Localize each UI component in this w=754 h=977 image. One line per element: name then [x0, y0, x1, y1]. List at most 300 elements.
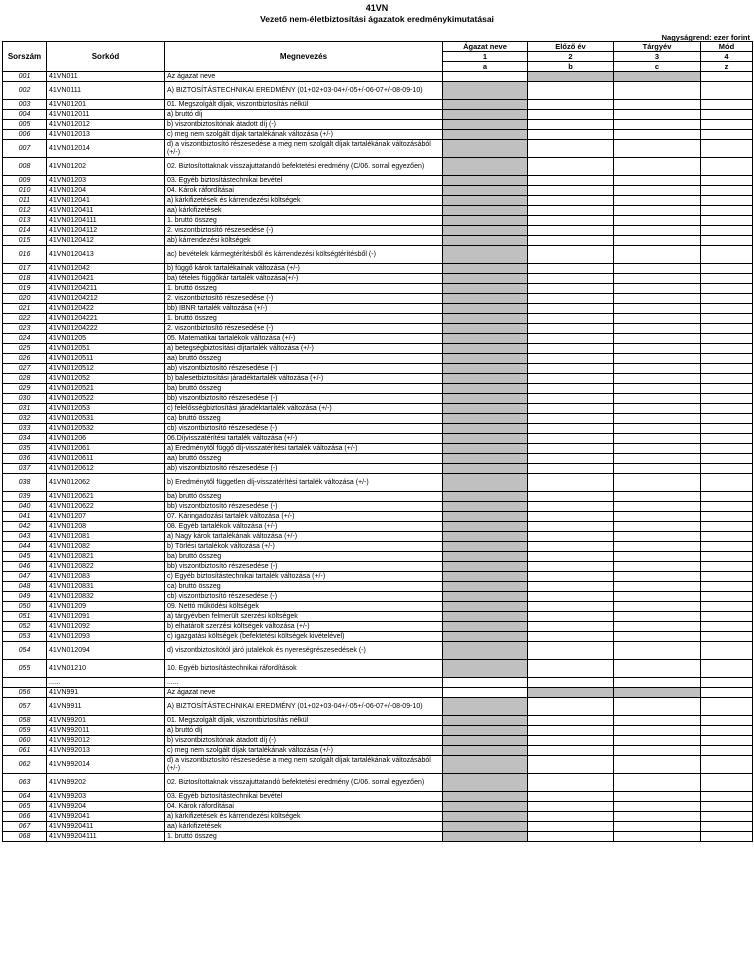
- cell-elozo-ev[interactable]: [528, 812, 614, 822]
- cell-elozo-ev[interactable]: [528, 632, 614, 642]
- cell-agazat[interactable]: [443, 120, 528, 130]
- cell-elozo-ev[interactable]: [528, 726, 614, 736]
- cell-targyev[interactable]: [614, 140, 701, 158]
- cell-mod[interactable]: [701, 552, 753, 562]
- col-letter: a: [443, 62, 528, 72]
- row-code: 41VN01204111: [47, 216, 165, 226]
- cell-targyev[interactable]: [614, 130, 701, 140]
- cell-targyev[interactable]: [614, 394, 701, 404]
- cell-elozo-ev[interactable]: [528, 236, 614, 246]
- table-row: [3, 334, 753, 344]
- cell-agazat[interactable]: [443, 642, 528, 660]
- cell-targyev[interactable]: [614, 324, 701, 334]
- cell-targyev[interactable]: [614, 246, 701, 264]
- cell-targyev[interactable]: [614, 632, 701, 642]
- cell-agazat[interactable]: [443, 602, 528, 612]
- cell-mod[interactable]: [701, 542, 753, 552]
- cell-agazat[interactable]: [443, 746, 528, 756]
- cell-elozo-ev[interactable]: [528, 552, 614, 562]
- cell-targyev[interactable]: [614, 822, 701, 832]
- cell-mod[interactable]: [701, 678, 753, 688]
- cell-elozo-ev[interactable]: [528, 384, 614, 394]
- table-row: [3, 304, 753, 314]
- cell-targyev[interactable]: [614, 736, 701, 746]
- cell-elozo-ev[interactable]: [528, 792, 614, 802]
- cell-agazat[interactable]: [443, 698, 528, 716]
- cell-mod[interactable]: [701, 72, 753, 82]
- cell-mod[interactable]: [701, 464, 753, 474]
- cell-targyev[interactable]: [614, 294, 701, 304]
- cell-mod[interactable]: [701, 746, 753, 756]
- cell-targyev[interactable]: [614, 746, 701, 756]
- cell-mod[interactable]: [701, 736, 753, 746]
- cell-elozo-ev[interactable]: [528, 474, 614, 492]
- row-code: 41VN0120521: [47, 384, 165, 394]
- cell-mod[interactable]: [701, 592, 753, 602]
- cell-targyev[interactable]: [614, 158, 701, 176]
- cell-targyev[interactable]: [614, 364, 701, 374]
- cell-agazat[interactable]: [443, 678, 528, 688]
- cell-elozo-ev[interactable]: [528, 100, 614, 110]
- cell-targyev[interactable]: [614, 572, 701, 582]
- cell-agazat[interactable]: [443, 216, 528, 226]
- cell-targyev[interactable]: [614, 688, 701, 698]
- cell-elozo-ev[interactable]: [528, 158, 614, 176]
- cell-mod[interactable]: [701, 434, 753, 444]
- cell-elozo-ev[interactable]: [528, 130, 614, 140]
- cell-elozo-ev[interactable]: [528, 414, 614, 424]
- cell-targyev[interactable]: [614, 236, 701, 246]
- cell-agazat[interactable]: [443, 832, 528, 842]
- table-row: [3, 532, 753, 542]
- cell-elozo-ev[interactable]: [528, 688, 614, 698]
- row-number: 005: [3, 120, 47, 130]
- cell-targyev[interactable]: [614, 414, 701, 424]
- cell-mod[interactable]: [701, 216, 753, 226]
- cell-agazat[interactable]: [443, 414, 528, 424]
- cell-elozo-ev[interactable]: [528, 264, 614, 274]
- cell-targyev[interactable]: [614, 592, 701, 602]
- cell-mod[interactable]: [701, 354, 753, 364]
- cell-agazat[interactable]: [443, 374, 528, 384]
- cell-elozo-ev[interactable]: [528, 72, 614, 82]
- cell-agazat[interactable]: [443, 474, 528, 492]
- cell-mod[interactable]: [701, 130, 753, 140]
- cell-agazat[interactable]: [443, 660, 528, 678]
- cell-mod[interactable]: [701, 612, 753, 622]
- cell-mod[interactable]: [701, 120, 753, 130]
- cell-agazat[interactable]: [443, 822, 528, 832]
- table-row: [3, 274, 753, 284]
- cell-targyev[interactable]: [614, 812, 701, 822]
- cell-elozo-ev[interactable]: [528, 522, 614, 532]
- cell-targyev[interactable]: [614, 206, 701, 216]
- cell-mod[interactable]: [701, 186, 753, 196]
- cell-mod[interactable]: [701, 264, 753, 274]
- cell-agazat[interactable]: [443, 582, 528, 592]
- cell-mod[interactable]: [701, 246, 753, 264]
- cell-targyev[interactable]: [614, 716, 701, 726]
- cell-targyev[interactable]: [614, 334, 701, 344]
- cell-mod[interactable]: [701, 582, 753, 592]
- cell-elozo-ev[interactable]: [528, 832, 614, 842]
- cell-agazat[interactable]: [443, 246, 528, 264]
- cell-targyev[interactable]: [614, 660, 701, 678]
- cell-targyev[interactable]: [614, 176, 701, 186]
- table-row: [3, 774, 753, 792]
- cell-targyev[interactable]: [614, 698, 701, 716]
- cell-elozo-ev[interactable]: [528, 314, 614, 324]
- cell-mod[interactable]: [701, 404, 753, 414]
- cell-elozo-ev[interactable]: [528, 120, 614, 130]
- row-number: 046: [3, 562, 47, 572]
- cell-agazat[interactable]: [443, 688, 528, 698]
- cell-agazat[interactable]: [443, 736, 528, 746]
- cell-targyev[interactable]: [614, 622, 701, 632]
- cell-mod[interactable]: [701, 726, 753, 736]
- cell-mod[interactable]: [701, 572, 753, 582]
- cell-mod[interactable]: [701, 688, 753, 698]
- cell-mod[interactable]: [701, 424, 753, 434]
- cell-targyev[interactable]: [614, 492, 701, 502]
- row-description: b) függő károk tartalékainak változása (+/-): [165, 264, 443, 274]
- cell-elozo-ev[interactable]: [528, 444, 614, 454]
- cell-targyev[interactable]: [614, 314, 701, 324]
- cell-agazat[interactable]: [443, 542, 528, 552]
- cell-targyev[interactable]: [614, 374, 701, 384]
- cell-agazat[interactable]: [443, 454, 528, 464]
- row-code: 41VN012014: [47, 140, 165, 158]
- cell-elozo-ev[interactable]: [528, 424, 614, 434]
- cell-targyev[interactable]: [614, 274, 701, 284]
- cell-targyev[interactable]: [614, 344, 701, 354]
- cell-mod[interactable]: [701, 82, 753, 100]
- cell-agazat[interactable]: [443, 82, 528, 100]
- cell-targyev[interactable]: [614, 464, 701, 474]
- row-number: 026: [3, 354, 47, 364]
- cell-elozo-ev[interactable]: [528, 246, 614, 264]
- cell-agazat[interactable]: [443, 304, 528, 314]
- row-code: 41VN012062: [47, 474, 165, 492]
- row-code: 41VN992013: [47, 746, 165, 756]
- cell-mod[interactable]: [701, 716, 753, 726]
- cell-targyev[interactable]: [614, 522, 701, 532]
- cell-elozo-ev[interactable]: [528, 354, 614, 364]
- cell-mod[interactable]: [701, 474, 753, 492]
- cell-targyev[interactable]: [614, 454, 701, 464]
- cell-elozo-ev[interactable]: [528, 274, 614, 284]
- cell-mod[interactable]: [701, 802, 753, 812]
- cell-targyev[interactable]: [614, 444, 701, 454]
- cell-targyev[interactable]: [614, 264, 701, 274]
- cell-targyev[interactable]: [614, 552, 701, 562]
- cell-targyev[interactable]: [614, 72, 701, 82]
- cell-mod[interactable]: [701, 512, 753, 522]
- cell-elozo-ev[interactable]: [528, 364, 614, 374]
- cell-elozo-ev[interactable]: [528, 562, 614, 572]
- cell-agazat[interactable]: [443, 236, 528, 246]
- cell-targyev[interactable]: [614, 512, 701, 522]
- cell-agazat[interactable]: [443, 532, 528, 542]
- cell-mod[interactable]: [701, 226, 753, 236]
- cell-agazat[interactable]: [443, 444, 528, 454]
- cell-agazat[interactable]: [443, 774, 528, 792]
- cell-elozo-ev[interactable]: [528, 434, 614, 444]
- cell-targyev[interactable]: [614, 678, 701, 688]
- cell-elozo-ev[interactable]: [528, 622, 614, 632]
- cell-mod[interactable]: [701, 642, 753, 660]
- cell-elozo-ev[interactable]: [528, 736, 614, 746]
- cell-mod[interactable]: [701, 176, 753, 186]
- cell-agazat[interactable]: [443, 522, 528, 532]
- cell-mod[interactable]: [701, 294, 753, 304]
- cell-agazat[interactable]: [443, 756, 528, 774]
- cell-elozo-ev[interactable]: [528, 344, 614, 354]
- cell-targyev[interactable]: [614, 110, 701, 120]
- cell-targyev[interactable]: [614, 774, 701, 792]
- cell-mod[interactable]: [701, 314, 753, 324]
- cell-agazat[interactable]: [443, 612, 528, 622]
- cell-agazat[interactable]: [443, 802, 528, 812]
- cell-agazat[interactable]: [443, 812, 528, 822]
- cell-elozo-ev[interactable]: [528, 110, 614, 120]
- cell-elozo-ev[interactable]: [528, 140, 614, 158]
- cell-targyev[interactable]: [614, 384, 701, 394]
- cell-agazat[interactable]: [443, 294, 528, 304]
- cell-mod[interactable]: [701, 522, 753, 532]
- cell-elozo-ev[interactable]: [528, 660, 614, 678]
- cell-elozo-ev[interactable]: [528, 176, 614, 186]
- cell-agazat[interactable]: [443, 324, 528, 334]
- cell-targyev[interactable]: [614, 562, 701, 572]
- cell-mod[interactable]: [701, 236, 753, 246]
- table-row: [3, 802, 753, 812]
- cell-agazat[interactable]: [443, 158, 528, 176]
- cell-mod[interactable]: [701, 140, 753, 158]
- cell-mod[interactable]: [701, 792, 753, 802]
- cell-agazat[interactable]: [443, 394, 528, 404]
- cell-agazat[interactable]: [443, 424, 528, 434]
- cell-agazat[interactable]: [443, 726, 528, 736]
- cell-agazat[interactable]: [443, 274, 528, 284]
- cell-mod[interactable]: [701, 394, 753, 404]
- cell-mod[interactable]: [701, 158, 753, 176]
- table-row: [3, 158, 753, 176]
- cell-targyev[interactable]: [614, 474, 701, 492]
- cell-targyev[interactable]: [614, 602, 701, 612]
- cell-elozo-ev[interactable]: [528, 822, 614, 832]
- cell-elozo-ev[interactable]: [528, 334, 614, 344]
- cell-mod[interactable]: [701, 756, 753, 774]
- cell-elozo-ev[interactable]: [528, 542, 614, 552]
- cell-agazat[interactable]: [443, 284, 528, 294]
- cell-elozo-ev[interactable]: [528, 304, 614, 314]
- cell-mod[interactable]: [701, 622, 753, 632]
- cell-elozo-ev[interactable]: [528, 216, 614, 226]
- cell-mod[interactable]: [701, 414, 753, 424]
- cell-targyev[interactable]: [614, 354, 701, 364]
- cell-targyev[interactable]: [614, 82, 701, 100]
- cell-elozo-ev[interactable]: [528, 284, 614, 294]
- cell-agazat[interactable]: [443, 226, 528, 236]
- cell-elozo-ev[interactable]: [528, 454, 614, 464]
- cell-elozo-ev[interactable]: [528, 502, 614, 512]
- cell-targyev[interactable]: [614, 196, 701, 206]
- cell-mod[interactable]: [701, 364, 753, 374]
- cell-agazat[interactable]: [443, 206, 528, 216]
- row-number: 003: [3, 100, 47, 110]
- cell-mod[interactable]: [701, 812, 753, 822]
- cell-elozo-ev[interactable]: [528, 746, 614, 756]
- cell-mod[interactable]: [701, 444, 753, 454]
- cell-targyev[interactable]: [614, 284, 701, 294]
- cell-elozo-ev[interactable]: [528, 512, 614, 522]
- cell-elozo-ev[interactable]: [528, 394, 614, 404]
- cell-agazat[interactable]: [443, 100, 528, 110]
- cell-mod[interactable]: [701, 334, 753, 344]
- cell-targyev[interactable]: [614, 792, 701, 802]
- cell-mod[interactable]: [701, 284, 753, 294]
- cell-agazat[interactable]: [443, 140, 528, 158]
- cell-elozo-ev[interactable]: [528, 186, 614, 196]
- cell-elozo-ev[interactable]: [528, 82, 614, 100]
- cell-elozo-ev[interactable]: [528, 294, 614, 304]
- cell-agazat[interactable]: [443, 464, 528, 474]
- cell-mod[interactable]: [701, 100, 753, 110]
- cell-elozo-ev[interactable]: [528, 678, 614, 688]
- cell-elozo-ev[interactable]: [528, 324, 614, 334]
- cell-mod[interactable]: [701, 344, 753, 354]
- cell-elozo-ev[interactable]: [528, 802, 614, 812]
- cell-elozo-ev[interactable]: [528, 206, 614, 216]
- cell-targyev[interactable]: [614, 226, 701, 236]
- cell-agazat[interactable]: [443, 632, 528, 642]
- cell-targyev[interactable]: [614, 642, 701, 660]
- cell-targyev[interactable]: [614, 404, 701, 414]
- cell-elozo-ev[interactable]: [528, 196, 614, 206]
- cell-agazat[interactable]: [443, 264, 528, 274]
- cell-agazat[interactable]: [443, 384, 528, 394]
- cell-mod[interactable]: [701, 822, 753, 832]
- cell-agazat[interactable]: [443, 344, 528, 354]
- cell-agazat[interactable]: [443, 502, 528, 512]
- cell-agazat[interactable]: [443, 364, 528, 374]
- cell-targyev[interactable]: [614, 726, 701, 736]
- cell-agazat[interactable]: [443, 492, 528, 502]
- table-row: [3, 522, 753, 532]
- cell-targyev[interactable]: [614, 434, 701, 444]
- cell-mod[interactable]: [701, 110, 753, 120]
- cell-elozo-ev[interactable]: [528, 226, 614, 236]
- cell-mod[interactable]: [701, 562, 753, 572]
- cell-targyev[interactable]: [614, 186, 701, 196]
- cell-agazat[interactable]: [443, 562, 528, 572]
- cell-targyev[interactable]: [614, 582, 701, 592]
- cell-agazat[interactable]: [443, 622, 528, 632]
- cell-agazat[interactable]: [443, 130, 528, 140]
- cell-agazat[interactable]: [443, 792, 528, 802]
- cell-targyev[interactable]: [614, 120, 701, 130]
- cell-elozo-ev[interactable]: [528, 774, 614, 792]
- cell-mod[interactable]: [701, 632, 753, 642]
- cell-elozo-ev[interactable]: [528, 582, 614, 592]
- cell-elozo-ev[interactable]: [528, 572, 614, 582]
- cell-agazat[interactable]: [443, 434, 528, 444]
- cell-agazat[interactable]: [443, 404, 528, 414]
- cell-elozo-ev[interactable]: [528, 404, 614, 414]
- cell-agazat[interactable]: [443, 314, 528, 324]
- cell-agazat[interactable]: [443, 110, 528, 120]
- cell-mod[interactable]: [701, 698, 753, 716]
- cell-agazat[interactable]: [443, 196, 528, 206]
- cell-agazat[interactable]: [443, 354, 528, 364]
- row-code: 41VN01201: [47, 100, 165, 110]
- cell-agazat[interactable]: [443, 186, 528, 196]
- cell-mod[interactable]: [701, 374, 753, 384]
- cell-agazat[interactable]: [443, 72, 528, 82]
- cell-agazat[interactable]: [443, 572, 528, 582]
- cell-mod[interactable]: [701, 660, 753, 678]
- cell-mod[interactable]: [701, 384, 753, 394]
- cell-elozo-ev[interactable]: [528, 492, 614, 502]
- cell-elozo-ev[interactable]: [528, 756, 614, 774]
- cell-agazat[interactable]: [443, 592, 528, 602]
- cell-targyev[interactable]: [614, 502, 701, 512]
- cell-targyev[interactable]: [614, 832, 701, 842]
- row-code: 41VN0120422: [47, 304, 165, 314]
- cell-mod[interactable]: [701, 454, 753, 464]
- report-title: Vezető nem-életbiztosítási ágazatok eredménykimutatásai: [260, 14, 494, 24]
- cell-agazat[interactable]: [443, 176, 528, 186]
- cell-agazat[interactable]: [443, 552, 528, 562]
- cell-targyev[interactable]: [614, 756, 701, 774]
- cell-elozo-ev[interactable]: [528, 612, 614, 622]
- cell-elozo-ev[interactable]: [528, 642, 614, 660]
- cell-elozo-ev[interactable]: [528, 464, 614, 474]
- cell-targyev[interactable]: [614, 100, 701, 110]
- cell-agazat[interactable]: [443, 716, 528, 726]
- cell-elozo-ev[interactable]: [528, 374, 614, 384]
- cell-elozo-ev[interactable]: [528, 602, 614, 612]
- cell-mod[interactable]: [701, 602, 753, 612]
- cell-elozo-ev[interactable]: [528, 592, 614, 602]
- cell-mod[interactable]: [701, 274, 753, 284]
- cell-targyev[interactable]: [614, 304, 701, 314]
- cell-elozo-ev[interactable]: [528, 716, 614, 726]
- cell-elozo-ev[interactable]: [528, 532, 614, 542]
- cell-targyev[interactable]: [614, 802, 701, 812]
- cell-agazat[interactable]: [443, 512, 528, 522]
- cell-mod[interactable]: [701, 532, 753, 542]
- cell-elozo-ev[interactable]: [528, 698, 614, 716]
- cell-targyev[interactable]: [614, 532, 701, 542]
- cell-mod[interactable]: [701, 196, 753, 206]
- cell-targyev[interactable]: [614, 216, 701, 226]
- cell-mod[interactable]: [701, 206, 753, 216]
- cell-targyev[interactable]: [614, 424, 701, 434]
- cell-mod[interactable]: [701, 832, 753, 842]
- cell-mod[interactable]: [701, 502, 753, 512]
- cell-mod[interactable]: [701, 774, 753, 792]
- cell-mod[interactable]: [701, 492, 753, 502]
- cell-targyev[interactable]: [614, 542, 701, 552]
- cell-agazat[interactable]: [443, 334, 528, 344]
- row-description: a) kárkifizetések és kárrendezési költségek: [165, 196, 443, 206]
- col-elozo: Előző év: [528, 42, 614, 52]
- cell-targyev[interactable]: [614, 612, 701, 622]
- cell-mod[interactable]: [701, 304, 753, 314]
- cell-mod[interactable]: [701, 324, 753, 334]
